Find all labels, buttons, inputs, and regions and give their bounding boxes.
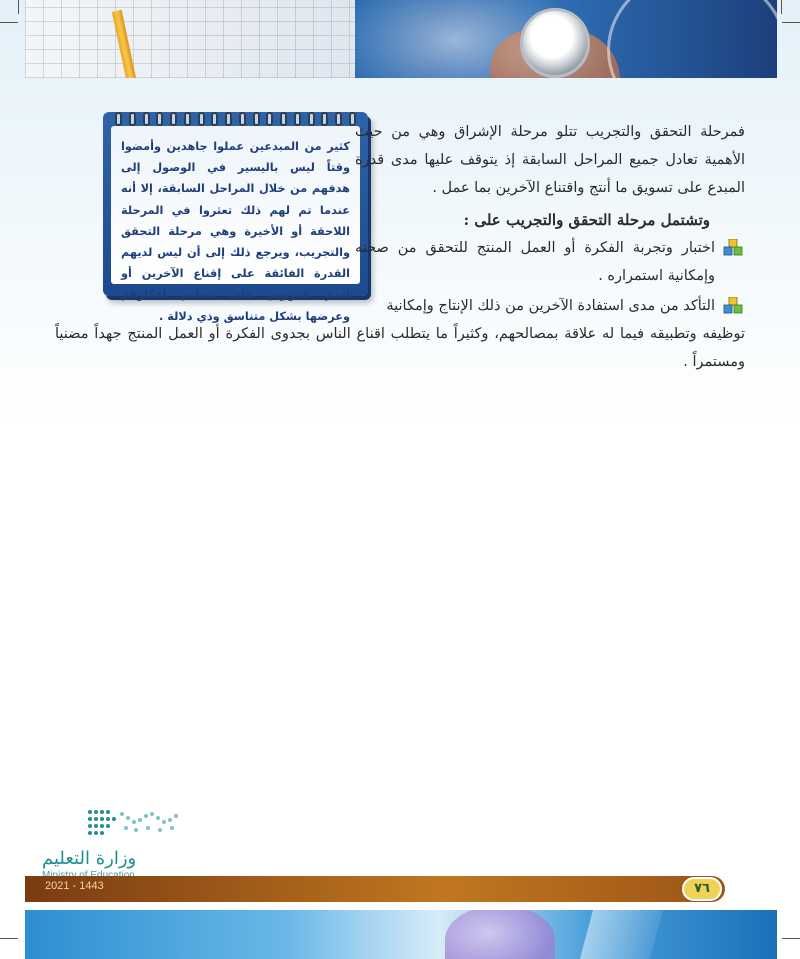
bullet-text-2-rest: توظيفه وتطبيقه فيما له علاقة بمصالحهم، وكثيراً ما يتطلب اقناع الناس بجدوى الفكرة أو العمل المنتج جهداً مضنياً ومستمراً . — [55, 326, 745, 370]
ring — [266, 112, 273, 126]
ring — [156, 112, 163, 126]
crop-mark — [18, 0, 19, 14]
crop-mark — [782, 938, 800, 939]
pocket-watch-image — [520, 8, 590, 78]
ring — [211, 112, 218, 126]
body-text — [355, 118, 745, 290]
footer-image — [25, 910, 777, 959]
ring — [170, 112, 177, 126]
ring — [143, 112, 150, 126]
ring — [294, 112, 301, 126]
blueprint-image — [25, 0, 355, 78]
glass-image — [574, 910, 665, 959]
ring — [335, 112, 342, 126]
cubes-icon — [723, 239, 743, 257]
section-heading: وتشتمل مرحلة التحقق والتجريب على : — [463, 211, 710, 229]
ring — [239, 112, 246, 126]
ring — [184, 112, 191, 126]
ring — [225, 112, 232, 126]
page-number-badge: ٧٦ — [682, 877, 722, 901]
header-banner — [25, 0, 777, 78]
logo-dots-icon — [86, 806, 182, 842]
bullet-text-1: اختبار وتجربة الفكرة أو العمل المنتج للتحقق من صحته وإمكانية استمراره . — [355, 240, 715, 284]
crop-mark — [782, 22, 800, 23]
notebook-note — [103, 112, 368, 323]
footer-bar — [25, 876, 725, 902]
ministry-name-arabic: وزارة التعليم — [42, 848, 137, 869]
bullet-text-2-line1: التأكد من مدى استفادة الآخرين من ذلك الإنتاج وإمكانية — [386, 298, 715, 314]
ring — [280, 112, 287, 126]
crop-mark — [0, 938, 18, 939]
intro-paragraph: فمرحلة التحقق والتجريب تتلو مرحلة الإشراق وهي من حيث الأهمية تعادل جميع المراحل السابقة إذ يتوقف عليها مدى قدرة المبدع على تسويق ما أنتج واقتناع الآخرين بما عمل . — [355, 124, 745, 196]
spiral-rings — [111, 112, 360, 130]
ring — [198, 112, 205, 126]
crop-mark — [781, 0, 782, 14]
ring — [129, 112, 136, 126]
ring — [115, 112, 122, 126]
bullet-item-1 — [355, 234, 745, 290]
decorative-arc — [607, 0, 777, 78]
ring — [308, 112, 315, 126]
edition-year: 2021 - 1443 — [45, 880, 104, 892]
glove-image — [445, 910, 555, 959]
ring — [321, 112, 328, 126]
wide-text — [55, 298, 745, 376]
ring — [253, 112, 260, 126]
cubes-icon — [723, 297, 743, 315]
note-text: كثير من المبدعين عملوا جاهدين وأمضوا وقتاً ليس باليسير في الوصول إلى هدفهم من خلال المراحل السابقة، إلا أنه عندما تم لهم ذلك تعثروا في المرحلة اللاحقة أو الأخيرة وهي مرحلة التحقق والتجريب، ويرجع ذلك إلى أن ليس لديهم القدرة الفائقة على إقناع الآخرين أو لعدم قدرتهم على تنظيم أفكارهم وعرضها بشكل متناسق وذي دلالة . — [111, 126, 360, 284]
bullet-item-2 — [355, 292, 745, 320]
crop-mark — [0, 22, 18, 23]
